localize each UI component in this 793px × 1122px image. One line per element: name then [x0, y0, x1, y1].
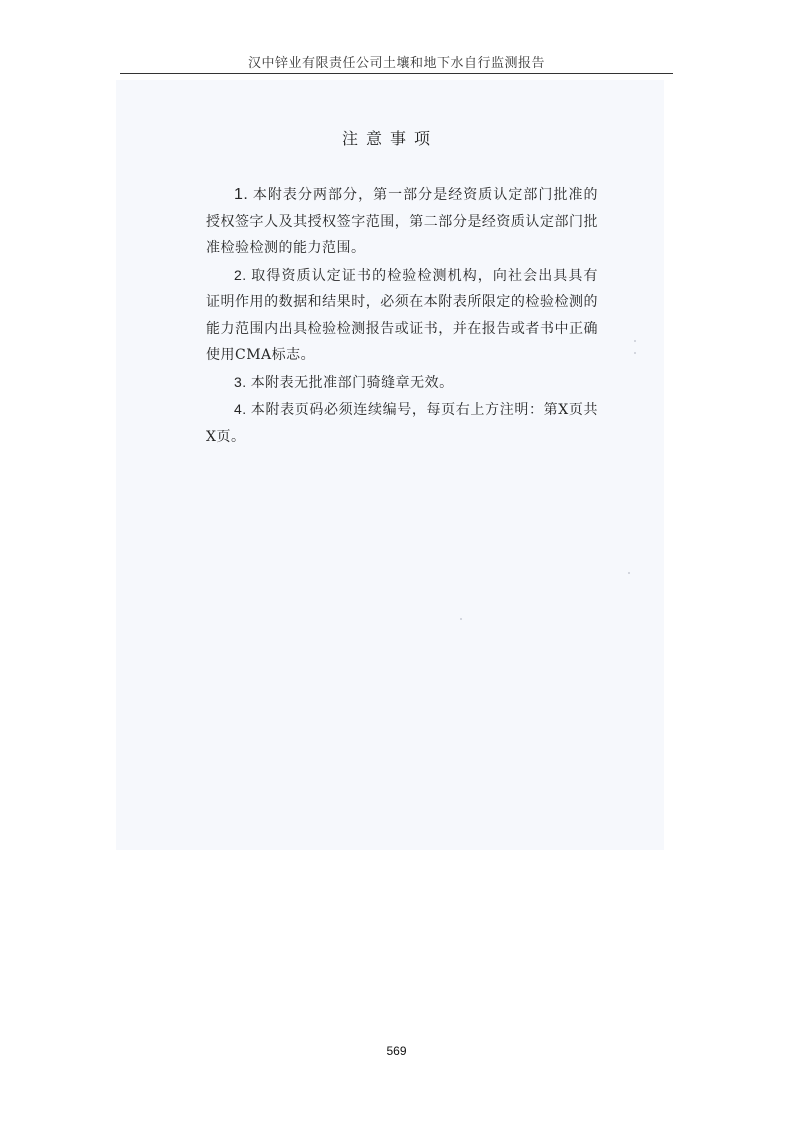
note-text: 取得资质认定证书的检验检测机构，向社会出具具有证明作用的数据和结果时，必须在本附表所限定的检验检测的能力范围内出具检验检测报告或证书，并在报告或者书中正确使用CMA标志。 [206, 267, 598, 363]
header-divider [120, 73, 673, 74]
note-number: 2. [234, 266, 247, 283]
notice-heading: 注意事项 [341, 129, 438, 148]
page-number: 569 [386, 1044, 407, 1058]
note-number: 4. [234, 401, 247, 417]
scan-speck [628, 572, 630, 574]
note-number: 1. [234, 186, 249, 203]
note-item-3 [206, 369, 598, 397]
note-number: 3. [234, 373, 247, 390]
note-text: 本附表无批准部门骑缝章无效。 [250, 374, 454, 391]
scan-speck [634, 340, 636, 342]
note-item-2 [206, 262, 598, 369]
note-text: 本附表页码必须连续编号，每页右上方注明：第X页共X页。 [206, 402, 598, 445]
notes-list [206, 182, 598, 450]
scan-speck [460, 618, 462, 620]
note-text: 本附表分两部分，第一部分是经资质认定部门批准的授权签字人及其授权签字范围，第二部分是经资质认定部门批准检验检测的能力范围。 [206, 187, 598, 256]
note-item-4 [206, 396, 598, 450]
note-item-1 [206, 182, 598, 262]
scan-speck [634, 352, 636, 354]
report-header-title: 汉中锌业有限责任公司土壤和地下水自行监测报告 [247, 56, 545, 71]
